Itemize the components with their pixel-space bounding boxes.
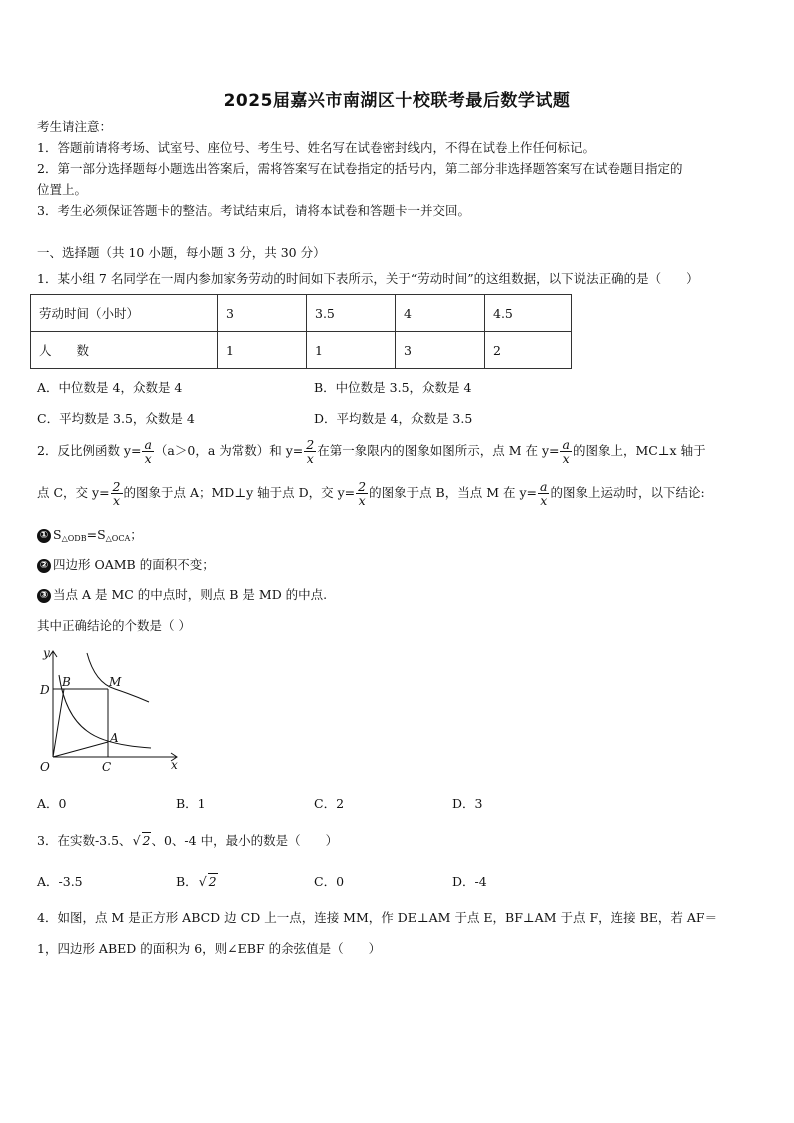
fraction-a-over-x: $\frac{a}{x}$ bbox=[562, 437, 570, 466]
table-cell: 4 bbox=[396, 295, 485, 332]
q2-text: 2．反比例函数 y= bbox=[37, 443, 142, 458]
q2-text: 的图象于点 A；MD⊥y 轴于点 D，交 y= bbox=[123, 485, 356, 500]
sqrt-two: √ 2 bbox=[198, 874, 217, 889]
table-cell: 2 bbox=[485, 332, 572, 369]
q3-option-a: A．-3.5 bbox=[37, 874, 83, 889]
table-cell: 4.5 bbox=[485, 295, 572, 332]
label-m: M bbox=[109, 675, 122, 689]
table-cell: 3.5 bbox=[307, 295, 396, 332]
segment-oa bbox=[53, 742, 108, 757]
q2-line-2 bbox=[37, 480, 705, 507]
q2-conclusion-3: ③ 当点 A 是 MC 的中点时，则点 B 是 MD 的中点. bbox=[37, 586, 327, 604]
table-cell: 1 bbox=[307, 332, 396, 369]
circled-three-icon: ③ bbox=[37, 589, 51, 603]
q2-conclusion-1: ① $S_{\triangle ODB}=S_{\triangle OCA}$； bbox=[37, 526, 143, 548]
q2-text: 在第一象限内的图象如图所示，点 M 在 y= bbox=[317, 443, 560, 458]
notice-item-2-cont: 位置上。 bbox=[37, 182, 88, 197]
q2-option-b: B．1 bbox=[176, 796, 206, 811]
q1-option-a: A．中位数是 4，众数是 4 bbox=[37, 380, 183, 395]
fraction-2-over-x: $\frac{2}{x}$ bbox=[358, 479, 367, 508]
circled-one-icon: ① bbox=[37, 529, 51, 543]
label-b: B bbox=[62, 675, 71, 689]
notice-item-1: 1．答题前请将考场、试室号、座位号、考生号、姓名写在试卷密封线内，不得在试卷上作任何标记。 bbox=[37, 140, 595, 155]
q4-line-1: 4．如图，点 M 是正方形 ABCD 边 CD 上一点，连接 MM，作 DE⊥AM 于点 E，BF⊥AM 于点 F，连接 BE，若 AF＝ bbox=[37, 910, 718, 925]
table-cell: 3 bbox=[218, 295, 307, 332]
q2-text: 点 C，交 y= bbox=[37, 485, 110, 500]
label-y: y bbox=[43, 646, 50, 660]
segment-ob bbox=[53, 689, 64, 757]
curve-2-over-x bbox=[59, 675, 151, 748]
q1-option-b: B．中位数是 3.5，众数是 4 bbox=[314, 380, 472, 395]
q3-option-c: C．0 bbox=[314, 874, 345, 889]
table-cell: 1 bbox=[218, 332, 307, 369]
notice-item-3: 3．考生必须保证答题卡的整洁。考试结束后，请将本试卷和答题卡一并交回。 bbox=[37, 203, 470, 218]
q4-line-2: 1，四边形 ABED 的面积为 6，则∠EBF 的余弦值是（ ） bbox=[37, 941, 382, 956]
fraction-a-over-x: $\frac{a}{x}$ bbox=[540, 479, 548, 508]
table-cell: 劳动时间（小时） bbox=[31, 295, 218, 332]
notice-item-2: 2．第一部分选择题每小题选出答案后，需将答案写在试卷指定的括号内，第二部分非选择题答案写在试卷题目指定的 bbox=[37, 161, 683, 176]
sqrt-two: √ 2 bbox=[132, 833, 151, 848]
q1-data-table bbox=[30, 294, 572, 369]
label-x: x bbox=[171, 758, 178, 772]
q1-stem: 1．某小组 7 名同学在一周内参加家务劳动的时间如下表所示，关于“劳动时间”的这组数据，以下说法正确的是（ ） bbox=[37, 271, 699, 286]
q2-text: 的图象上运动时，以下结论: bbox=[550, 485, 705, 500]
fraction-a-over-x: $\frac{a}{x}$ bbox=[144, 437, 152, 466]
q3-stem: 3．在实数-3.5、√ 2、0、-4 中，最小的数是（ ） bbox=[37, 833, 339, 848]
q2-line-1 bbox=[37, 438, 706, 465]
fraction-2-over-x: $\frac{2}{x}$ bbox=[112, 479, 121, 508]
q3-option-b: B．√ 2 bbox=[176, 874, 217, 889]
radical-icon: √ bbox=[198, 874, 207, 889]
table-row bbox=[31, 295, 572, 332]
label-c: C bbox=[102, 760, 112, 774]
q2-question: 其中正确结论的个数是（ ） bbox=[37, 618, 191, 633]
q2-figure bbox=[35, 645, 185, 775]
q1-option-c: C．平均数是 3.5，众数是 4 bbox=[37, 411, 195, 426]
label-a: A bbox=[110, 731, 119, 745]
table-cell: 人 数 bbox=[31, 332, 218, 369]
table-cell: 3 bbox=[396, 332, 485, 369]
label-d: D bbox=[40, 683, 50, 697]
q2-conclusion-2: ② 四边形 OAMB 的面积不变； bbox=[37, 556, 215, 574]
q2-text: （a＞0，a 为常数）和 y= bbox=[154, 443, 304, 458]
section-heading: 一、选择题（共 10 小题，每小题 3 分，共 30 分） bbox=[37, 245, 326, 260]
q2-option-d: D．3 bbox=[452, 796, 483, 811]
notice-heading: 考生请注意： bbox=[37, 119, 113, 134]
q2-option-c: C．2 bbox=[314, 796, 345, 811]
q1-option-d: D．平均数是 4，众数是 3.5 bbox=[314, 411, 473, 426]
radical-icon: √ bbox=[132, 833, 141, 848]
fraction-2-over-x: $\frac{2}{x}$ bbox=[306, 437, 315, 466]
q2-text: 的图象上，MC⊥x 轴于 bbox=[572, 443, 706, 458]
q2-text: 的图象于点 B，当点 M 在 y= bbox=[369, 485, 537, 500]
circled-two-icon: ② bbox=[37, 559, 51, 573]
q3-option-d: D．-4 bbox=[452, 874, 487, 889]
label-o: O bbox=[40, 760, 50, 774]
table-row bbox=[31, 332, 572, 369]
q2-option-a: A．0 bbox=[37, 796, 67, 811]
exam-title: 2025届嘉兴市南湖区十校联考最后数学试题 bbox=[223, 91, 571, 111]
